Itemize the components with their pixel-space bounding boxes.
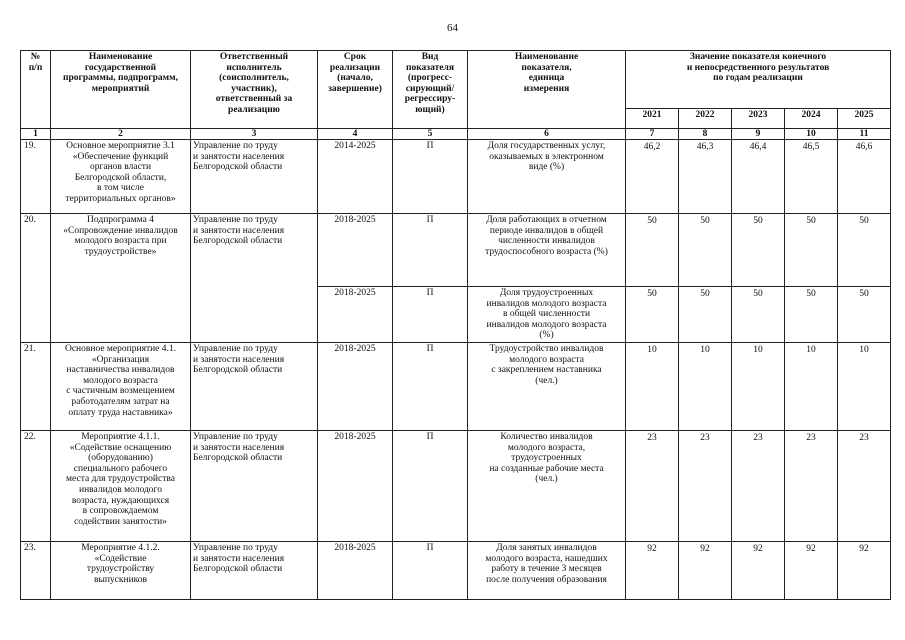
header-name: Наименование государственной программы, подпрограмм, мероприятий	[51, 51, 191, 129]
column-number: 11	[838, 129, 891, 140]
indicators-table	[20, 50, 891, 600]
indicator-value: 46,5	[785, 140, 838, 214]
table-row	[21, 541, 891, 599]
page-number: 64	[447, 22, 458, 34]
indicator-value: 10	[732, 342, 785, 430]
indicator-value: 50	[626, 214, 679, 287]
header-values-group: Значение показателя конечного и непосредственного результатов по годам реализации	[626, 51, 891, 109]
header-type: Вид показателя (прогресс- сирующий/ регрессиру- ющий)	[393, 51, 468, 129]
column-number: 9	[732, 129, 785, 140]
implementation-term: 2018-2025	[318, 342, 393, 430]
header-year: 2023	[732, 109, 785, 129]
indicator-value: 50	[838, 214, 891, 287]
indicator-value: 92	[785, 541, 838, 599]
indicator-value: 10	[679, 342, 732, 430]
implementation-term: 2018-2025	[318, 214, 393, 287]
indicator-name: Доля государственных услуг, оказываемых в электронном виде (%)	[468, 140, 626, 214]
implementation-term: 2018-2025	[318, 430, 393, 541]
implementation-term: 2018-2025	[318, 287, 393, 343]
column-number: 4	[318, 129, 393, 140]
indicator-value: 10	[785, 342, 838, 430]
responsible-executor: Управление по труду и занятости населения Белгородской области	[191, 541, 318, 599]
indicator-value: 92	[626, 541, 679, 599]
indicator-value: 23	[732, 430, 785, 541]
indicator-type: П	[393, 430, 468, 541]
row-number: 22.	[21, 430, 51, 541]
indicator-name: Доля занятых инвалидов молодого возраста, нашедших работу в течение 3 месяцев после получения образования	[468, 541, 626, 599]
column-number: 8	[679, 129, 732, 140]
responsible-executor: Управление по труду и занятости населения Белгородской области	[191, 140, 318, 214]
indicator-value: 23	[785, 430, 838, 541]
program-name: Мероприятие 4.1.2. «Содействие трудоустройству выпускников	[51, 541, 191, 599]
indicator-value: 23	[679, 430, 732, 541]
column-number: 10	[785, 129, 838, 140]
header-year: 2024	[785, 109, 838, 129]
indicator-value: 10	[838, 342, 891, 430]
indicator-value: 10	[626, 342, 679, 430]
indicator-type: П	[393, 214, 468, 287]
row-number: 19.	[21, 140, 51, 214]
indicator-value: 92	[838, 541, 891, 599]
program-name: Подпрограмма 4 «Сопровождение инвалидов молодого возраста при трудоустройстве»	[51, 214, 191, 343]
indicator-value: 50	[679, 214, 732, 287]
table-row	[21, 342, 891, 430]
column-number: 5	[393, 129, 468, 140]
row-number: 20.	[21, 214, 51, 343]
column-number: 3	[191, 129, 318, 140]
indicator-name: Количество инвалидов молодого возраста, трудоустроенных на созданные рабочие места (чел.)	[468, 430, 626, 541]
indicator-type: П	[393, 342, 468, 430]
header-num: № п/п	[21, 51, 51, 129]
header-indicator: Наименование показателя, единица измерения	[468, 51, 626, 129]
indicator-value: 46,2	[626, 140, 679, 214]
implementation-term: 2018-2025	[318, 541, 393, 599]
implementation-term: 2014-2025	[318, 140, 393, 214]
indicator-value: 50	[679, 287, 732, 343]
header-year: 2025	[838, 109, 891, 129]
column-number: 1	[21, 129, 51, 140]
indicator-value: 46,3	[679, 140, 732, 214]
program-name: Основное мероприятие 3.1 «Обеспечение функций органов власти Белгородской области, в том числе территориальных органов»	[51, 140, 191, 214]
column-number: 7	[626, 129, 679, 140]
header-year: 2022	[679, 109, 732, 129]
program-name: Мероприятие 4.1.1. «Содействие оснащению (оборудованию) специального рабочего места для трудоустройства инвалидов молодого возраста, нуждающихся в сопровождаемом содействии занятости»	[51, 430, 191, 541]
indicator-name: Доля работающих в отчетном периоде инвалидов в общей численности инвалидов трудоспособного возраста (%)	[468, 214, 626, 287]
header-executor: Ответственный исполнитель (соисполнитель, участник), ответственный за реализацию	[191, 51, 318, 129]
row-number: 21.	[21, 342, 51, 430]
column-number: 2	[51, 129, 191, 140]
table-row	[21, 430, 891, 541]
indicator-value: 50	[785, 214, 838, 287]
indicator-name: Трудоустройство инвалидов молодого возраста с закреплением наставника (чел.)	[468, 342, 626, 430]
indicator-value: 50	[838, 287, 891, 343]
indicator-type: П	[393, 140, 468, 214]
indicator-value: 92	[732, 541, 785, 599]
indicator-value: 92	[679, 541, 732, 599]
program-name: Основное мероприятие 4.1. «Организация наставничества инвалидов молодого возраста с частичным возмещением работодателям затрат на оплату труда наставника»	[51, 342, 191, 430]
header-term: Срок реализации (начало, завершение)	[318, 51, 393, 129]
indicator-value: 50	[732, 214, 785, 287]
table-row	[21, 140, 891, 214]
responsible-executor: Управление по труду и занятости населения Белгородской области	[191, 342, 318, 430]
indicator-value: 23	[626, 430, 679, 541]
indicator-value: 50	[785, 287, 838, 343]
indicator-type: П	[393, 287, 468, 343]
header-year: 2021	[626, 109, 679, 129]
indicator-value: 46,4	[732, 140, 785, 214]
column-number: 6	[468, 129, 626, 140]
row-number: 23.	[21, 541, 51, 599]
indicator-value: 50	[626, 287, 679, 343]
column-numbers-row	[21, 129, 891, 140]
indicator-value: 50	[732, 287, 785, 343]
indicator-type: П	[393, 541, 468, 599]
table-row	[21, 214, 891, 287]
responsible-executor: Управление по труду и занятости населения Белгородской области	[191, 214, 318, 343]
indicator-value: 46,6	[838, 140, 891, 214]
indicator-value: 23	[838, 430, 891, 541]
responsible-executor: Управление по труду и занятости населения Белгородской области	[191, 430, 318, 541]
indicator-name: Доля трудоустроенных инвалидов молодого возраста в общей численности инвалидов молодого возраста (%)	[468, 287, 626, 343]
